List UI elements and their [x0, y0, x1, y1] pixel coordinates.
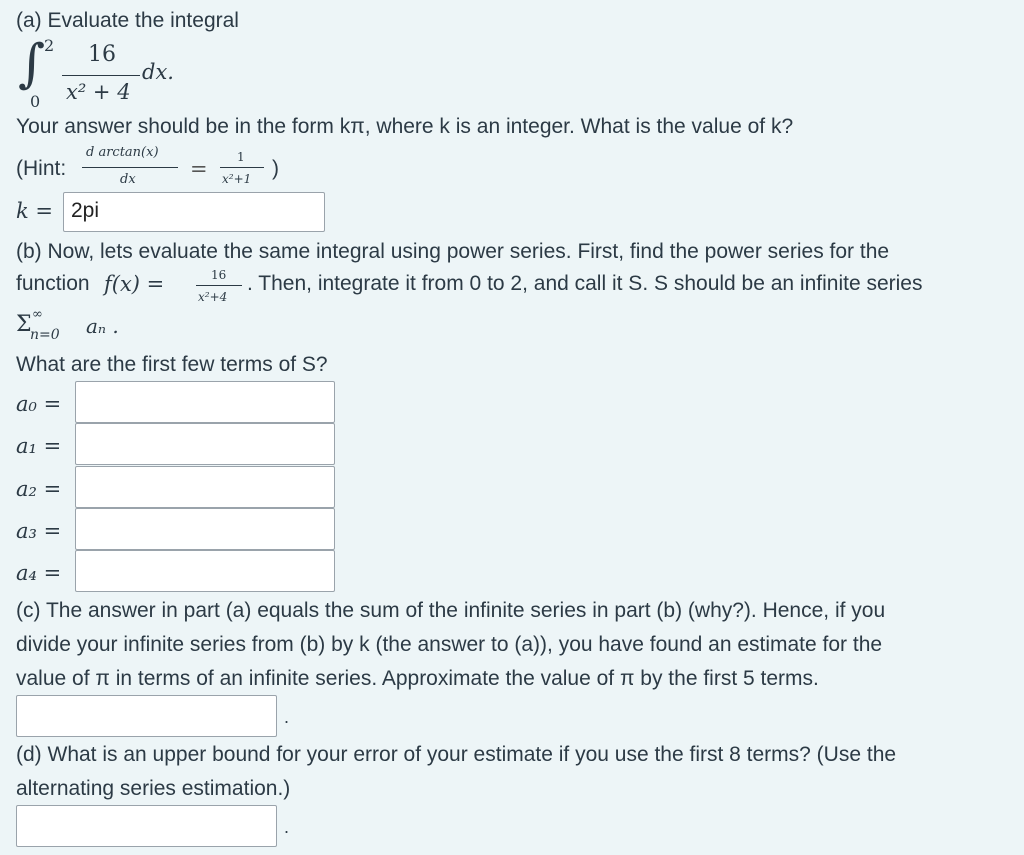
series-lower: n=0	[30, 327, 60, 343]
a0-input[interactable]	[75, 381, 335, 423]
a2-label: a₂ =	[16, 477, 62, 501]
hint-equals: =	[190, 157, 208, 181]
hint-suffix: )	[272, 157, 279, 180]
hint-lhs-bar	[82, 167, 178, 168]
integral-lower-limit: 0	[30, 92, 41, 111]
k-answer-input[interactable]: 2pi	[63, 192, 325, 232]
part-b-line-1: (b) Now, lets evaluate the same integral using power series. First, find the power series for the	[16, 240, 890, 263]
a0-label: a₀ =	[16, 392, 62, 416]
a3-input[interactable]	[75, 508, 335, 550]
pi-estimate-trailing-period: .	[284, 707, 290, 727]
hint-rhs-numerator: 1	[237, 150, 245, 164]
part-b-function-suffix: . Then, integrate it from 0 to 2, and call it S. S should be an infinite series	[247, 272, 923, 295]
series-upper: ∞	[32, 307, 43, 322]
part-c-line-3: value of π in terms of an infinite series. Approximate the value of π by the first 5 terms.	[16, 667, 819, 690]
hint-prefix: (Hint:	[16, 157, 67, 180]
part-b-function-denominator: x²+4	[198, 290, 228, 304]
a1-label: a₁ =	[16, 434, 62, 458]
part-b-function-numerator: 16	[211, 268, 227, 282]
part-d-line-2: alternating series estimation.)	[16, 777, 291, 800]
series-term: aₙ .	[86, 314, 119, 338]
pi-estimate-input[interactable]	[16, 695, 277, 737]
series-sigma: Σ	[16, 312, 32, 337]
part-a-heading: (a) Evaluate the integral	[16, 9, 239, 32]
hint-rhs-denominator: x²+1	[222, 172, 252, 186]
part-b-function-bar	[196, 285, 242, 286]
a3-label: a₃ =	[16, 519, 62, 543]
integral-upper-limit: 2	[44, 36, 55, 55]
hint-lhs-numerator: d arctan(x)	[86, 145, 159, 160]
integral-differential: dx.	[142, 60, 174, 84]
part-c-line-1: (c) The answer in part (a) equals the sum of the infinite series in part (b) (why?). Hence, if you	[16, 599, 886, 622]
hint-lhs-denominator: dx	[120, 172, 136, 187]
part-b-function-name: f(x) =	[104, 272, 165, 296]
part-d-line-1: (d) What is an upper bound for your error of your estimate if you use the first 8 terms? (Use the	[16, 743, 897, 766]
part-b-function-prefix: function	[16, 272, 90, 295]
part-c-line-2: divide your infinite series from (b) by k (the answer to (a)), you have found an estimate for the	[16, 633, 883, 656]
a4-label: a₄ =	[16, 561, 62, 585]
a2-input[interactable]	[75, 466, 335, 508]
k-answer-label: k =	[16, 199, 53, 223]
integral-numerator: 16	[88, 42, 116, 67]
error-bound-input[interactable]	[16, 805, 277, 847]
error-bound-trailing-period: .	[284, 817, 290, 837]
a1-input[interactable]	[75, 423, 335, 465]
integral-sign: ∫	[18, 34, 46, 94]
hint-rhs-bar	[220, 167, 264, 168]
a4-input[interactable]	[75, 550, 335, 592]
part-b-question: What are the first few terms of S?	[16, 353, 328, 376]
integral-fraction-bar	[62, 75, 140, 76]
part-a-instruction: Your answer should be in the form kπ, where k is an integer. What is the value of k?	[16, 115, 794, 138]
integral-denominator: x² + 4	[66, 80, 131, 104]
